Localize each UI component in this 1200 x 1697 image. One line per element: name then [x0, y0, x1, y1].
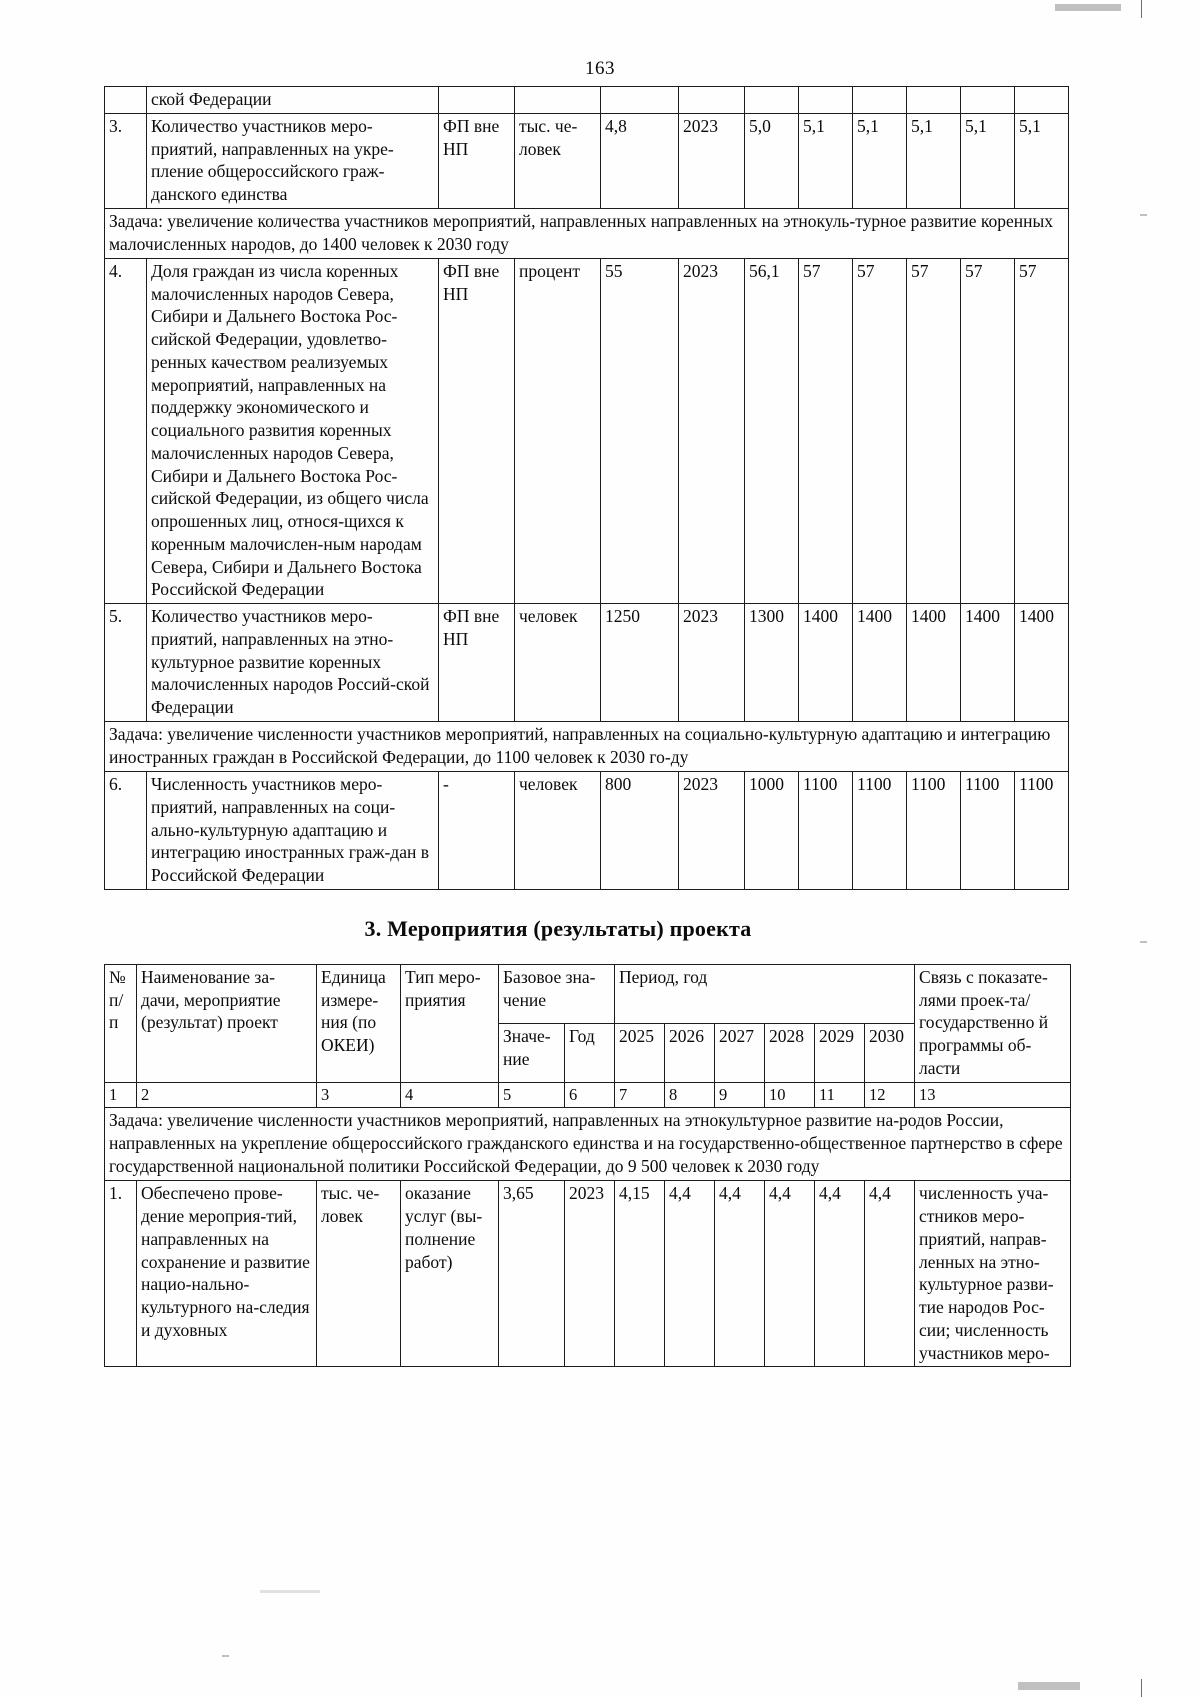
- cell-2026: 5,1: [799, 113, 853, 208]
- activities-header-row-1: [105, 964, 1071, 1023]
- cell-unit: процент: [515, 258, 601, 603]
- header-unit: Единица измере-ния (по ОКЕИ): [317, 964, 401, 1082]
- activities-table: [104, 964, 1071, 1367]
- cell-2026: 1100: [799, 772, 853, 890]
- cell-2029: [961, 87, 1015, 114]
- cell-type: оказание услуг (вы-полнение работ): [401, 1181, 499, 1367]
- cell-base-year: 2023: [679, 604, 745, 722]
- cell-2028: [907, 87, 961, 114]
- cell-2026: 57: [799, 258, 853, 603]
- cell-2027: 5,1: [853, 113, 907, 208]
- cell-2025: 5,0: [745, 113, 799, 208]
- cell-no: [105, 87, 147, 114]
- colnum-9: 9: [715, 1082, 765, 1107]
- colnum-3: 3: [317, 1082, 401, 1107]
- cell-2026: 1400: [799, 604, 853, 722]
- table-row: [105, 1181, 1071, 1367]
- cell-base-year: [679, 87, 745, 114]
- cell-2030: 5,1: [1015, 113, 1069, 208]
- header-year-2027: 2027: [715, 1023, 765, 1082]
- cell-no: 4.: [105, 258, 147, 603]
- cell-base-year: 2023: [679, 772, 745, 890]
- scan-artifact-right-edge-2: [1140, 941, 1147, 943]
- colnum-10: 10: [765, 1082, 815, 1107]
- cell-type: ФП вне НП: [439, 604, 515, 722]
- cell-2025: 1000: [745, 772, 799, 890]
- header-year-2028: 2028: [765, 1023, 815, 1082]
- header-year-2029: 2029: [815, 1023, 865, 1082]
- header-link: Связь с показате-лями проек-та/государственно й программы об-ласти: [915, 964, 1071, 1082]
- colnum-12: 12: [865, 1082, 915, 1107]
- cell-unit: человек: [515, 604, 601, 722]
- cell-base-value: 4,8: [601, 113, 679, 208]
- cell-2029: 1100: [961, 772, 1015, 890]
- colnum-13: 13: [915, 1082, 1071, 1107]
- cell-2025: 1300: [745, 604, 799, 722]
- table-task-row: [105, 1108, 1071, 1181]
- colnum-11: 11: [815, 1082, 865, 1107]
- column-number-row: [105, 1082, 1071, 1107]
- colnum-6: 6: [565, 1082, 615, 1107]
- header-year-2030: 2030: [865, 1023, 915, 1082]
- table-task-row: [105, 721, 1069, 771]
- header-base-year: Год: [565, 1023, 615, 1082]
- header-year-2026: 2026: [665, 1023, 715, 1082]
- cell-2028: 57: [907, 258, 961, 603]
- cell-base-value: 3,65: [499, 1181, 565, 1367]
- cell-name: Количество участников меро-приятий, направленных на этно-культурное развитие коренных малочисленных народов Россий-ской Федерации: [147, 604, 439, 722]
- cell-no: 6.: [105, 772, 147, 890]
- cell-base-year: 2023: [679, 113, 745, 208]
- cell-unit: человек: [515, 772, 601, 890]
- cell-type: [439, 87, 515, 114]
- crop-mark-bottom-right: [1141, 1679, 1142, 1697]
- cell-2025: [745, 87, 799, 114]
- cell-2027: [853, 87, 907, 114]
- header-type: Тип меро-приятия: [401, 964, 499, 1082]
- cell-no: 5.: [105, 604, 147, 722]
- cell-2027: 57: [853, 258, 907, 603]
- cell-2029: 1400: [961, 604, 1015, 722]
- cell-link: численность уча-стников меро-приятий, направ-ленных на этно-культурное разви-тие народов Рос-сии; численность участников меро-: [915, 1181, 1071, 1367]
- crop-mark-top-right: [1141, 0, 1142, 18]
- scan-artifact-bottom-right: [1018, 1682, 1080, 1690]
- table-row: [105, 113, 1069, 208]
- header-no: № п/п: [105, 964, 137, 1082]
- cell-2025: 56,1: [745, 258, 799, 603]
- cell-2027: 4,4: [715, 1181, 765, 1367]
- cell-2026: [799, 87, 853, 114]
- cell-unit: тыс. че-ловек: [515, 113, 601, 208]
- cell-2025: 4,15: [615, 1181, 665, 1367]
- cell-2028: 1100: [907, 772, 961, 890]
- cell-base-year: 2023: [565, 1181, 615, 1367]
- scan-artifact-top-right: [1055, 4, 1121, 11]
- cell-type: ФП вне НП: [439, 113, 515, 208]
- cell-base-value: 55: [601, 258, 679, 603]
- colnum-2: 2: [137, 1082, 317, 1107]
- cell-type: -: [439, 772, 515, 890]
- table-task-row: [105, 208, 1069, 258]
- colnum-1: 1: [105, 1082, 137, 1107]
- table-row: [105, 772, 1069, 890]
- task-text: Задача: увеличение численности участников мероприятий, направленных на социально-культурную адаптацию и интеграцию иностранных граждан в Российской Федерации, до 1100 человек к 2030 го-ду: [105, 721, 1069, 771]
- cell-2030: 1100: [1015, 772, 1069, 890]
- task-text: Задача: увеличение количества участников мероприятий, направленных направленных на этнокуль-турное развитие коренных малочисленных народов, до 1400 человек к 2030 году: [105, 208, 1069, 258]
- cell-base-year: 2023: [679, 258, 745, 603]
- cell-2026: 4,4: [665, 1181, 715, 1367]
- table-row-continued: [105, 87, 1069, 114]
- cell-base-value: [601, 87, 679, 114]
- cell-2030: 1400: [1015, 604, 1069, 722]
- cell-base-value: 800: [601, 772, 679, 890]
- scan-artifact-bottom-left: [222, 1655, 229, 1657]
- cell-name: Обеспечено прове-дение мероприя-тий, направленных на сохранение и развитие нацио-нально-культурного на-следия и духовных: [137, 1181, 317, 1367]
- cell-2028: 4,4: [765, 1181, 815, 1367]
- cell-2028: 1400: [907, 604, 961, 722]
- section-title: 3. Мероприятия (результаты) проекта: [364, 915, 752, 941]
- header-period-group: Период, год: [615, 964, 915, 1023]
- cell-unit: тыс. че-ловек: [317, 1181, 401, 1367]
- cell-2030: 4,4: [865, 1181, 915, 1367]
- colnum-8: 8: [665, 1082, 715, 1107]
- cell-2027: 1100: [853, 772, 907, 890]
- header-year-2025: 2025: [615, 1023, 665, 1082]
- cell-2029: 5,1: [961, 113, 1015, 208]
- cell-2029: 4,4: [815, 1181, 865, 1367]
- task-text: Задача: увеличение численности участников мероприятий, направленных на этнокультурное развитие на-родов России, направленных на укрепление общероссийского гражданского единства и на государственно-общественное партнерство в сфере государственной национальной политики Российской Федерации, до 9 500 человек к 2030 году: [105, 1108, 1071, 1181]
- colnum-7: 7: [615, 1082, 665, 1107]
- header-name: Наименование за-дачи, мероприятие (результат) проект: [137, 964, 317, 1082]
- cell-no: 3.: [105, 113, 147, 208]
- colnum-4: 4: [401, 1082, 499, 1107]
- cell-2030: 57: [1015, 258, 1069, 603]
- cell-name: Численность участников меро-приятий, направленных на соци-ально-культурную адаптацию и интеграцию иностранных граж-дан в Российской Федерации: [147, 772, 439, 890]
- indicators-table: [104, 86, 1069, 890]
- cell-name: Количество участников меро-приятий, направленных на укре-пление общероссийского граж-данского единства: [147, 113, 439, 208]
- cell-2028: 5,1: [907, 113, 961, 208]
- table-row: [105, 604, 1069, 722]
- cell-2027: 1400: [853, 604, 907, 722]
- table-row: [105, 258, 1069, 603]
- header-base-value-group: Базовое зна-чение: [499, 964, 615, 1023]
- colnum-5: 5: [499, 1082, 565, 1107]
- document-content: [104, 86, 1063, 1367]
- header-base-value: Значе-ние: [499, 1023, 565, 1082]
- cell-unit: [515, 87, 601, 114]
- cell-name: Доля граждан из числа коренных малочисленных народов Севера, Сибири и Дальнего Востока Рос-сийской Федерации, удовлетво-ренных качеством реализуемых мероприятий, направленных на поддержку экономического и социального развития коренных малочисленных народов Севера, Сибири и Дальнего Востока Рос-сийской Федерации, из общего числа опрошенных лиц, относя-щихся к коренным малочислен-ным народам Севера, Сибири и Дальнего Востока Российской Федерации: [147, 258, 439, 603]
- page-number: 163: [585, 58, 615, 79]
- cell-type: ФП вне НП: [439, 258, 515, 603]
- cell-2029: 57: [961, 258, 1015, 603]
- scan-artifact-bottom-strip: [260, 1590, 320, 1593]
- cell-no: 1.: [105, 1181, 137, 1367]
- scan-artifact-right-edge: [1140, 214, 1147, 216]
- cell-2030: [1015, 87, 1069, 114]
- cell-base-value: 1250: [601, 604, 679, 722]
- cell-name-continued: ской Федерации: [147, 87, 439, 114]
